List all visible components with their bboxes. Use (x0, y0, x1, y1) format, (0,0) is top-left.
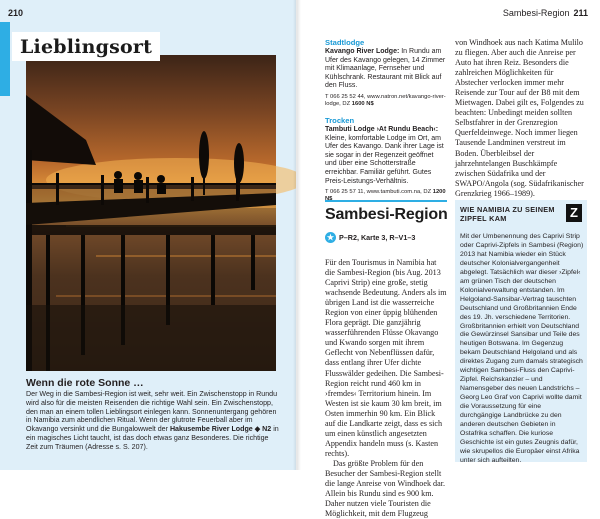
page-number-right: 211 (573, 8, 588, 18)
listing-contact-text: T 066 25 52 44, www.natron.net/kavango-river-lodge, DZ (325, 93, 446, 107)
listing-text: In Rundu am Ufer des Kavango gelegen, 14 Zimmer mit Klimaanlage, Fernseher und Kühlschrank. Restaurant mit Blick auf den Fluss. (325, 48, 446, 90)
listing-text: Kleine, komfortable Lodge im Ort, am Ufer des Kavango. Dank ihrer Lage ist sie sogar in der Regenzeit geöffnet und über eine Schotterstraße erreichbar. Familiär geführt. Gutes Preis-Leistungs-Verhältnis. (325, 134, 444, 185)
info-box (455, 200, 587, 462)
listing-contact (325, 94, 447, 108)
section-body (325, 258, 447, 519)
page-number-left: 210 (8, 8, 24, 18)
caption-map-marker: ◆ N2 (254, 425, 272, 433)
listing-price: 1200 (432, 189, 446, 196)
section-title: Sambesi-Region (325, 206, 448, 223)
section-rule (325, 200, 447, 202)
caption-lodge-name: Hakusembe River Lodge (169, 425, 253, 433)
listing-entry (325, 38, 447, 108)
caption-text (26, 390, 280, 451)
book-gutter (293, 0, 301, 470)
listing-price: 1600 N$ (351, 100, 374, 107)
listing-name: Kavango River Lodge: (325, 48, 400, 55)
section-location (325, 232, 415, 243)
running-head: Sambesi-Region (502, 8, 570, 18)
listing-category: Trocken (325, 115, 355, 125)
listing-name: Tambuti Lodge ›At Rundu Beach‹: (325, 125, 439, 133)
right-header (503, 8, 588, 18)
page-tab-marker (0, 22, 10, 96)
listing-category: Stadtlodge (325, 38, 365, 47)
z-badge-icon: Z (566, 204, 582, 222)
star-icon: ★ (326, 233, 335, 242)
caption-title: Wenn die rote Sonne … (26, 377, 144, 389)
listing-entry (325, 116, 447, 203)
listing-description (325, 126, 447, 186)
listing-description (325, 48, 447, 91)
info-box-heading: WIE NAMIBIA ZU SEINEM ZIPFEL KAM (460, 205, 555, 223)
section-location-text: P–R2, Karte 3, R–V1–3 (339, 233, 416, 242)
caption-text-part1: Der Weg in die Sambesi-Region ist weit, sehr weit. Ein Zwischenstopp in Rundu wird also für die meisten Reisenden die richtige Wahl sein. Ein Zwischenstopp, den man an einem tollen Lieblingsort einlegen kann. Sonnenuntergang gehören in Namibia zum abendlichen Ritual. Wenn der glutrote Feuerball aber im Okavango versinkt und die Bungalowwelt der (26, 390, 278, 433)
section-paragraph: Das größte Problem für den Besucher der Sambesi-Region stellt die lange Anreise von Windhoek dar. Allein bis Rundu sind es 900 km. Daher nutzen viele Touristen die Möglichkeit, mit dem Flugzeug (325, 458, 446, 519)
section-paragraph: Für den Tourismus in Namibia hat die Sambesi-Region (bis Aug. 2013 Caprivi Strip) eine große, stetig wachsende Bedeutung. Anders als im übrigen Land ist die wasserreiche Region von einer üppig blühenden Flora geprägt. Die ganzjährig wasserführenden Flüsse Okavango und Kwando sorgen mit ihrem Geflecht von Nebenflüssen dafür, dass entlang ihrer Ufer dichte Flusswälder gedeihen. Die Sambesi-Region reicht rund 460 km in ›fremdes‹ Territorium hinein. Im Westen ist sie kaum 30 km breit, im Osten immerhin 90 km. Ein Blick auf die Landkarte zeigt, dass es sich um einen künstlich angesetzten Appendix handeln muss (s. Kasten rechts). (325, 258, 447, 458)
listings-column (325, 38, 447, 211)
continued-text: von Windhoek aus nach Katima Mulilo zu fliegen. Aber auch die Anreise per Auto hat ihren Reiz. Besonders die zahlreichen Möglichkeiten für Abstecher verlocken immer mehr Reisende zur Tour auf der B8 mit dem Mietwagen. Dabei gilt es, Folgendes zu beachten: Unbedingt meiden sollten Selbstfahrer in der Grenzregion Querfeldeinwege. Noch immer liegen Tausende Landminen verstreut im Boden. Überbleibsel der jahrzehntelangen Buschkämpfe zwischen Südafrika und der SWAPO/Angola (sog. Südafrikanischer Grenzkrieg 1966–1989). (455, 38, 584, 198)
sunset-illustration (26, 55, 276, 371)
info-box-text: Mit der Umbenennung des Caprivi Strip oder Caprivi-Zipfels in Sambesi (Region) 2013 hat Namibia wieder ein Stück deutscher Kolonialvergangenheit abgelegt. Tatsächlich war dieser ›Zipfel‹ am grünen Tisch der deutschen Kolonialverwaltung entstanden. Im Helgoland-Sansibar-Vertrag tauschten Deutschland und Großbritannien Ende des 19. Jh. verschiedene Territorien. Großbritannien erhielt von Deutschland die Gewürzinsel Sansibar und Teile des heutigen Botswana. Im Gegenzug bekam Deutschland Helgoland und als direktes Zugang zum damals strategisch wichtigen Sambesi-Fluss den Caprivi-Zipfel. Reichskanzler – und Namensgeber des neuen Landstrichs – Georg Leo Graf von Caprivi wollte damit die Voraussetzung für eine durchgängige Landbrücke zu den anderen deutschen Gebieten in Ostafrika schaffen. Die kuriose Geschichte ist ein gutes Zeugnis dafür, wie skrupellos die Europäer einst Afrika unter sich aufteilten. (460, 233, 584, 464)
caption-text-part2: in ein magisches Licht taucht, ist das doch etwas ganz Besonderes. Die richtige Zeit zum Träumen (Adresse s. S. 207). (26, 425, 279, 451)
listing-contact-text: T 066 25 57 11, www.tambuti.com.na, DZ (325, 189, 433, 196)
sunset-photo (26, 55, 276, 371)
page-title: Lieblingsort (12, 32, 160, 61)
